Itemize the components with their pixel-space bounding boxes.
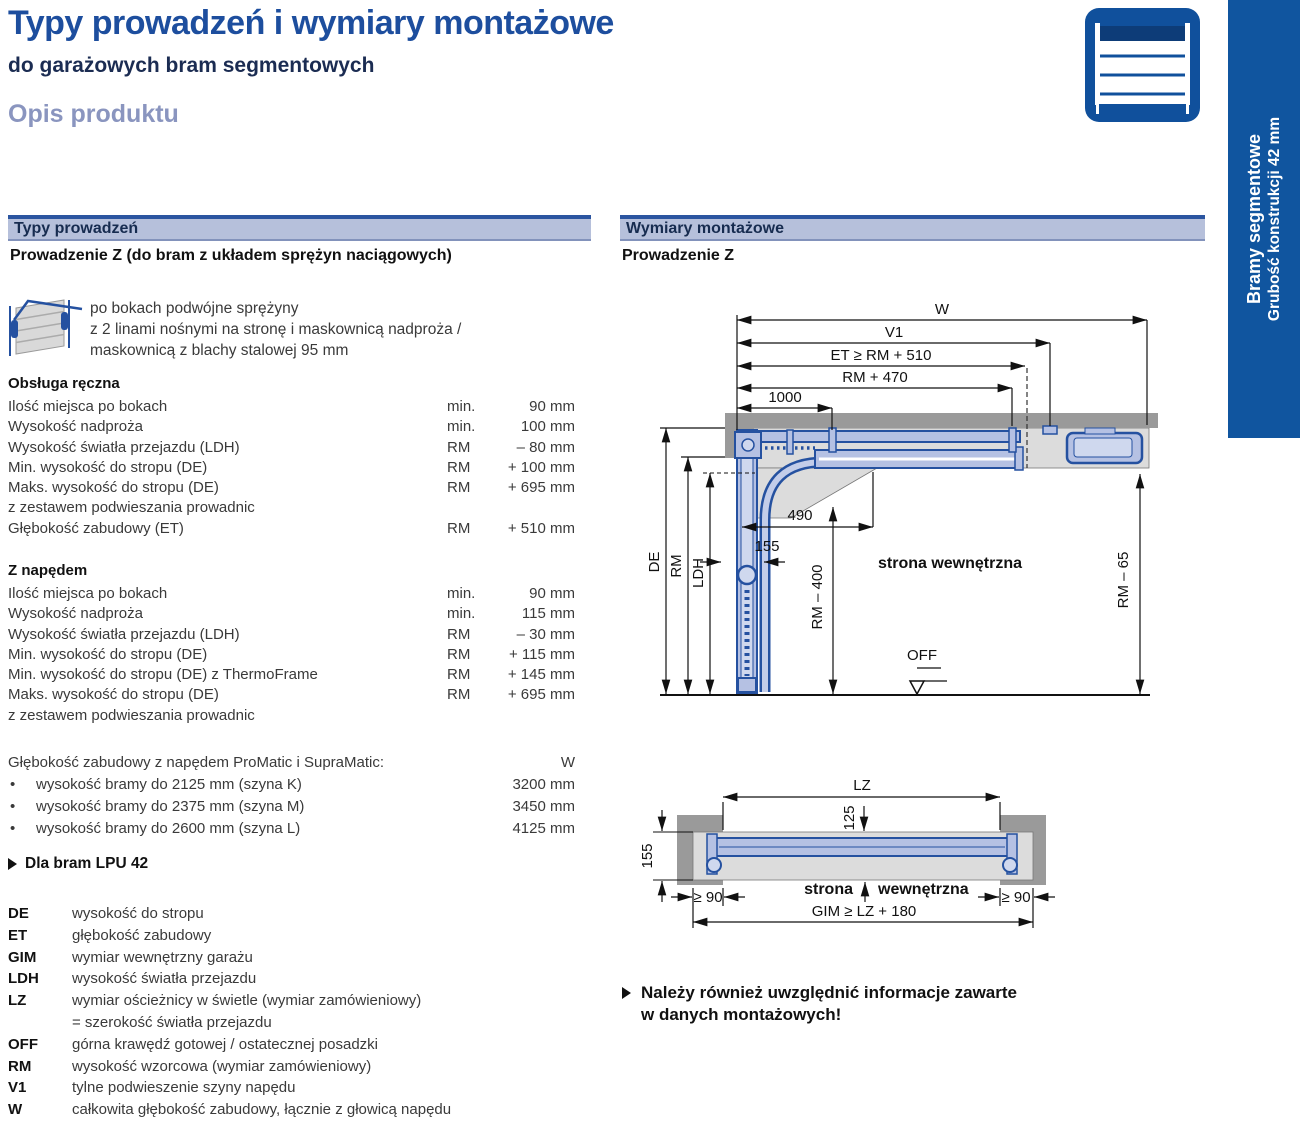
legend-row: GIM wymiar wewnętrzny garażu	[8, 948, 253, 966]
dim-label-rm470: RM + 470	[842, 369, 908, 386]
inner-side-word1: strona	[804, 881, 853, 898]
legend-row: OFF górna krawędź gotowej / ostatecznej posadzki	[8, 1035, 379, 1053]
dim-label-w: W	[934, 301, 950, 318]
suspension-strap	[1009, 428, 1016, 452]
ceiling-anchor	[1043, 426, 1057, 434]
legend-row: RM wysokość wzorcowa (wymiar zamówieniowy)	[8, 1057, 372, 1075]
table-row: Wysokość światła przejazdu (LDH) RM – 30 mm	[8, 625, 575, 643]
drive-depth-block	[8, 752, 575, 840]
dim-label-125: 125	[841, 805, 858, 831]
powered-heading: Z napędem	[8, 562, 88, 579]
left-roller	[707, 858, 721, 872]
left-subheading: Prowadzenie Z (do bram z układem sprężyn naciągowych)	[10, 247, 452, 264]
table-row: Ilość miejsca po bokach min. 90 mm	[8, 585, 575, 602]
intro-line: maskownicą z blachy stalowej 95 mm	[90, 342, 349, 359]
legend-row: ET głębokość zabudowy	[8, 926, 212, 944]
dim-label-rm: RM	[668, 554, 685, 578]
table-row: Wysokość światła przejazdu (LDH) RM – 80 mm	[8, 438, 575, 456]
legend-row: V1 tylne podwieszenie szyny napędu	[8, 1079, 296, 1097]
intro-line: po bokach podwójne sprężyny	[90, 300, 299, 317]
ceiling-slab	[725, 413, 1158, 428]
list-item: • wysokość bramy do 2125 mm (szyna K) 3200 mm	[10, 776, 575, 793]
installation-note	[622, 982, 1182, 1026]
manual-table	[8, 397, 575, 539]
table-row: Min. wysokość do stropu (DE) z ThermoFrame RM + 145 mm	[8, 666, 575, 684]
dim-label-et: ET ≥ RM + 510	[830, 347, 932, 364]
legend-row: W całkowita głębokość zabudowy, łącznie z głowicą napędu	[8, 1101, 452, 1119]
table-row: Wysokość nadproża min. 100 mm	[8, 418, 575, 436]
table-row: Wysokość nadproża min. 115 mm	[8, 605, 575, 623]
roller	[738, 566, 756, 584]
installation-note-line2: w danych montażowych!	[641, 1005, 842, 1024]
drive-depth-heading: Głębokość zabudowy z napędem ProMatic i SupraMatic:	[8, 754, 385, 771]
powered-table	[8, 584, 575, 726]
lpu42-note	[8, 855, 148, 873]
bottom-bracket	[738, 678, 756, 692]
legend-row: LZ wymiar ościeżnicy w świetle (wymiar zamówieniowy)	[8, 992, 422, 1010]
drive-depth-heading-row	[8, 752, 575, 774]
table-row: Maks. wysokość do stropu (DE) RM + 695 mm	[8, 479, 575, 497]
door-spring-icon	[6, 294, 84, 364]
upper-track	[737, 431, 1020, 442]
page-subtitle: do garażowych bram segmentowych	[8, 54, 375, 77]
legend-row-continuation: = szerokość światła przejazdu	[72, 1013, 272, 1031]
dim-label-lz: LZ	[853, 777, 871, 794]
right-subheading: Prowadzenie Z	[622, 247, 735, 264]
dim-label-gim: GIM ≥ LZ + 180	[811, 903, 917, 920]
plan-section-diagram	[615, 770, 1210, 960]
table-row: Maks. wysokość do stropu (DE) RM + 695 mm	[8, 686, 575, 704]
section-heading: Opis produktu	[8, 100, 179, 128]
drive-depth-col-header: W	[560, 754, 575, 771]
suspension-strap	[787, 430, 793, 454]
installation-note-line1: Należy również uwzględnić informacje zawarte	[641, 983, 1017, 1002]
motor-hanger	[1085, 428, 1115, 434]
dim-label-155: 155	[754, 538, 780, 555]
lpu42-note-text: Dla bram LPU 42	[25, 855, 149, 872]
intro-paragraph	[90, 298, 570, 361]
table-row: Min. wysokość do stropu (DE) RM + 115 mm	[8, 645, 575, 663]
table-row: Ilość miejsca po bokach min. 90 mm	[8, 398, 575, 415]
dim-label-1000: 1000	[768, 389, 802, 406]
dim-label-ge90-left: ≥ 90	[693, 889, 723, 906]
legend-row: LDH wysokość światła przejazdu	[8, 970, 257, 988]
dim-label-ldh: LDH	[690, 557, 707, 589]
right-roller	[1003, 858, 1017, 872]
list-item: • wysokość bramy do 2600 mm (szyna L) 4125 mm	[10, 820, 575, 837]
drive-depth-list	[8, 774, 575, 840]
inner-side-label: strona wewnętrzna	[877, 555, 1023, 572]
side-tab-line2: Grubość konstrukcji 42 mm	[1266, 116, 1283, 322]
side-section-diagram	[615, 290, 1210, 740]
floor-level-symbol	[910, 681, 924, 694]
abbreviation-legend	[8, 903, 583, 1121]
table-row: z zestawem podwieszania prowadnic	[8, 499, 255, 517]
garage-door-icon	[1085, 8, 1200, 122]
pointer-triangle-icon	[622, 987, 631, 999]
dim-label-v1: V1	[884, 324, 904, 341]
left-section-bar: Typy prowadzeń	[8, 215, 591, 241]
right-section-bar: Wymiary montażowe	[620, 215, 1205, 241]
dim-label-155-plan: 155	[639, 843, 656, 869]
dim-label-rm400: RM – 400	[809, 564, 826, 630]
off-label: OFF	[907, 647, 937, 664]
dim-label-rm65: RM – 65	[1115, 551, 1132, 609]
suspension-strap	[829, 428, 836, 452]
pointer-triangle-icon	[8, 858, 17, 870]
dim-label-de: DE	[646, 551, 663, 573]
list-item: • wysokość bramy do 2375 mm (szyna M) 3450 mm	[10, 798, 575, 815]
dim-label-ge90-right: ≥ 90	[1001, 889, 1031, 906]
inner-side-word2: wewnętrzna	[878, 881, 969, 898]
table-row: Głębokość zabudowy (ET) RM + 510 mm	[8, 519, 575, 537]
dim-label-490: 490	[787, 507, 813, 524]
side-tab	[1228, 0, 1300, 438]
manual-heading: Obsługa ręczna	[8, 375, 120, 392]
table-row: Min. wysokość do stropu (DE) RM + 100 mm	[8, 458, 575, 476]
legend-row: DE wysokość do stropu	[8, 905, 204, 922]
table-row: z zestawem podwieszania prowadnic	[8, 706, 255, 724]
intro-line: z 2 linami nośnymi na stronę i maskownicą nadproża /	[90, 321, 462, 338]
page-title: Typy prowadzeń i wymiary montażowe	[8, 4, 614, 42]
side-tab-line1: Bramy segmentowe	[1244, 133, 1264, 305]
